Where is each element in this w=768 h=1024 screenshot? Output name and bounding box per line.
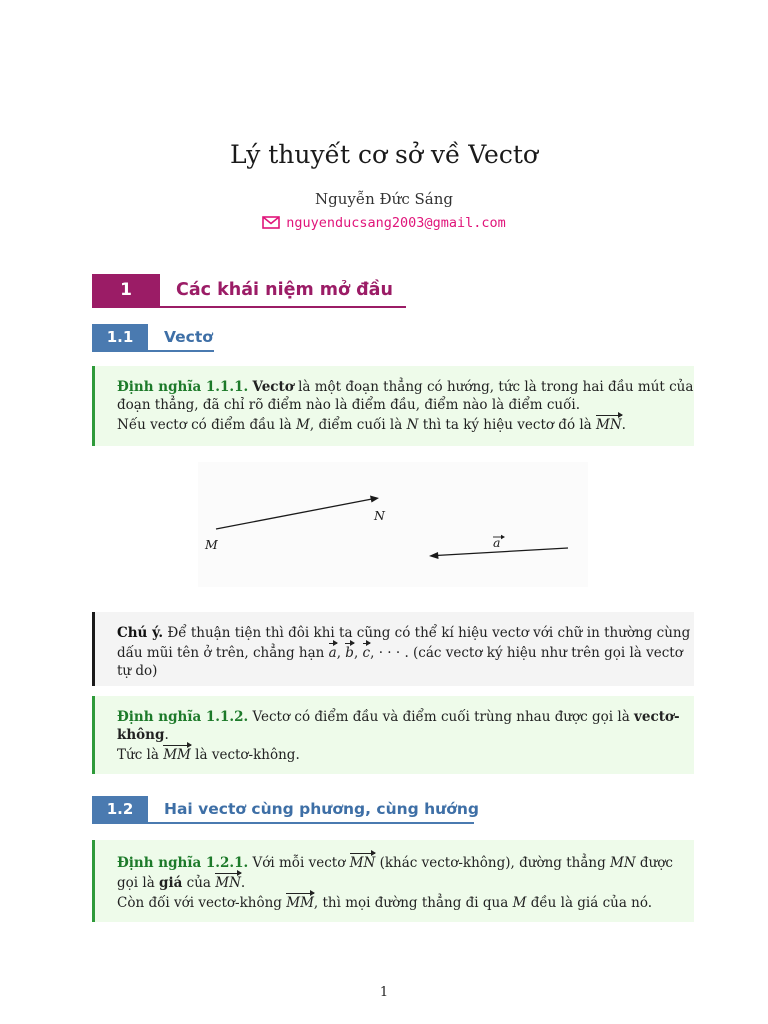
note-text: tự do) <box>117 663 158 679</box>
definition-text: Nếu vectơ có điểm đầu là <box>117 417 297 433</box>
author-name: Nguyễn Đức Sáng <box>315 190 453 208</box>
point-label-M: M <box>205 537 218 552</box>
definition-text: đoạn thẳng, đã chỉ rõ điểm nào là điểm đầu, điểm nào là điểm cuối. <box>117 397 580 413</box>
document-title: Lý thuyết cơ sở về Vectơ <box>230 140 538 169</box>
definition-label: Định nghĩa 1.1.2. <box>117 709 249 725</box>
subsection-title: Vectơ <box>164 328 213 346</box>
subsection-title: Hai vectơ cùng phương, cùng hướng <box>164 800 479 818</box>
definition-text: được <box>635 855 673 871</box>
section-heading <box>92 274 406 308</box>
vector-a-text: a <box>493 535 501 550</box>
vector-MN: MN <box>596 414 622 434</box>
author-email[interactable] <box>0 214 768 232</box>
note-text: dấu mũi tên ở trên, chẳng hạn <box>117 645 329 661</box>
vector-MN: MN <box>350 852 376 872</box>
subsection-number: 1.2 <box>92 796 148 823</box>
note-separator: , <box>336 645 346 661</box>
point-label-N: N <box>374 508 385 523</box>
definition-text: của <box>182 875 216 891</box>
definition-text: , điểm cuối là <box>309 417 407 433</box>
vector-MM: MM <box>286 892 314 912</box>
definition-text: là một đoạn thẳng có hướng, tức là trong hai đầu mút của <box>293 379 694 395</box>
math-MN: MN <box>610 855 636 871</box>
vector-MN: MN <box>215 872 241 892</box>
definition-text: (khác vectơ-không), đường thẳng <box>375 855 610 871</box>
note-text: , · · · . (các vectơ ký hiệu như trên gọi là vectơ <box>370 645 683 661</box>
subsection-number: 1.1 <box>92 324 148 351</box>
definition-1-1-2 <box>92 696 694 774</box>
math-N: N <box>406 417 419 433</box>
definition-text: đều là giá của nó. <box>526 895 653 911</box>
note-separator: , <box>353 645 363 661</box>
definition-text: gọi là <box>117 875 160 891</box>
page-number: 1 <box>379 985 389 1000</box>
note-text: Để thuận tiện thì đôi khi ta cũng có thể kí hiệu vectơ với chữ in thường cùng <box>163 625 691 641</box>
section-title: Các khái niệm mở đầu <box>176 280 393 300</box>
definition-text: Còn đối với vectơ-không <box>117 895 287 911</box>
definition-1-2-1 <box>92 840 694 922</box>
definition-term: không <box>117 727 165 743</box>
definition-term: Vectơ <box>252 379 294 395</box>
definition-text: Với mỗi vectơ <box>248 855 350 871</box>
envelope-icon <box>262 216 280 229</box>
subsection-heading-1-1 <box>92 324 214 352</box>
figure-background <box>198 462 588 587</box>
definition-label: Định nghĩa 1.1.1. <box>117 379 249 395</box>
definition-text: . <box>240 875 246 891</box>
math-M: M <box>296 417 310 433</box>
vector-figure <box>198 462 588 587</box>
definition-text: Vectơ có điểm đầu và điểm cuối trùng nhau được gọi là <box>248 709 635 725</box>
email-address[interactable]: nguyenducsang2003@gmail.com <box>286 215 506 231</box>
definition-text: là vectơ-không. <box>190 747 300 763</box>
definition-text: . <box>164 727 169 743</box>
vector-c: c <box>363 642 371 662</box>
math-M: M <box>512 895 527 911</box>
definition-text: thì ta ký hiệu vectơ đó là <box>418 417 597 433</box>
vector-MM: MM <box>163 744 191 764</box>
definition-text: . <box>621 417 626 433</box>
definition-term: vectơ- <box>634 709 680 725</box>
vector-a: a <box>329 642 337 662</box>
section-number: 1 <box>92 274 160 306</box>
vector-b: b <box>345 642 354 662</box>
definition-text: , thì mọi đường thẳng đi qua <box>313 895 513 911</box>
definition-1-1-1 <box>92 366 694 446</box>
note-label: Chú ý. <box>117 625 164 641</box>
definition-term: giá <box>159 875 183 891</box>
definition-text: Tức là <box>117 747 164 763</box>
subsection-heading-1-2 <box>92 796 479 824</box>
definition-label: Định nghĩa 1.2.1. <box>117 855 249 871</box>
note-box <box>92 612 694 686</box>
